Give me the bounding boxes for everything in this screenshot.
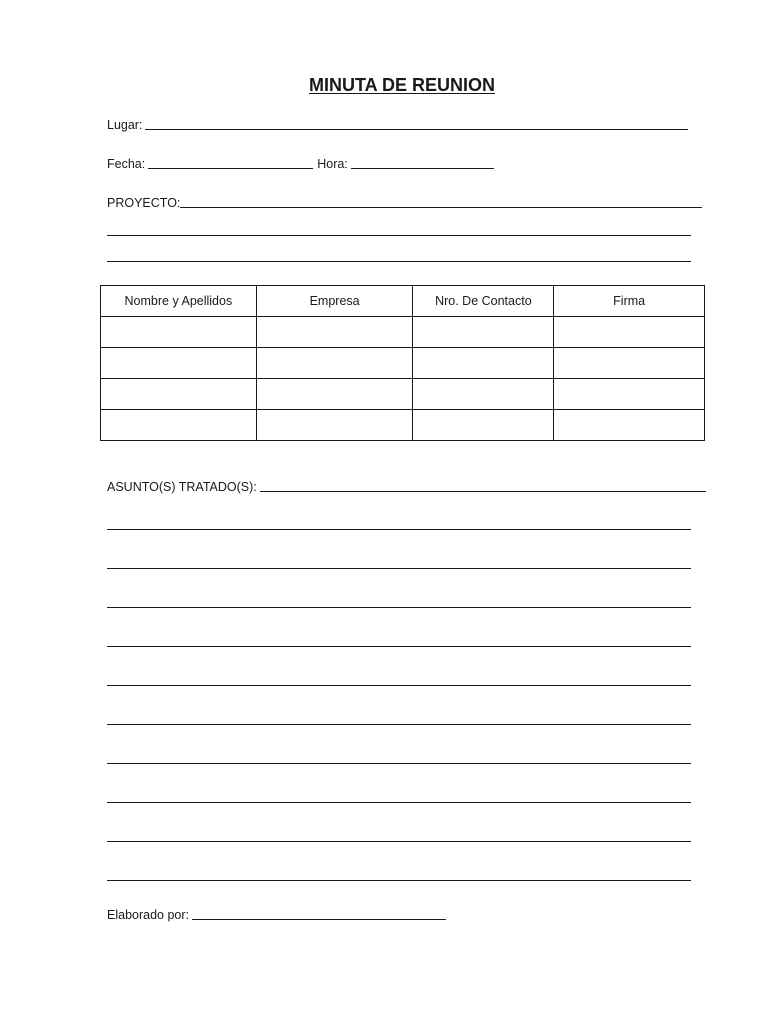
column-header: Firma	[554, 286, 705, 317]
table-cell[interactable]	[554, 410, 705, 441]
proyecto-blank[interactable]	[180, 195, 702, 208]
lugar-row	[107, 116, 688, 132]
elaborado-blank[interactable]	[192, 907, 446, 920]
lugar-blank[interactable]	[145, 117, 688, 130]
proyecto-row	[107, 194, 702, 210]
proyecto-label: PROYECTO:	[107, 196, 181, 210]
table-row	[101, 410, 705, 441]
asunto-line-10[interactable]	[107, 880, 691, 881]
lugar-label: Lugar:	[107, 118, 143, 132]
fecha-hora-row	[107, 155, 494, 171]
proyecto-line-3[interactable]	[107, 261, 691, 262]
table-cell[interactable]	[101, 379, 257, 410]
table-cell[interactable]	[554, 348, 705, 379]
attendance-table	[100, 285, 705, 441]
asunto-row	[107, 478, 706, 494]
column-header: Nro. De Contacto	[413, 286, 554, 317]
asunto-line-4[interactable]	[107, 646, 691, 647]
fecha-label: Fecha:	[107, 157, 146, 171]
asunto-line-2[interactable]	[107, 568, 691, 569]
table-cell[interactable]	[101, 410, 257, 441]
table-row	[101, 379, 705, 410]
table-cell[interactable]	[554, 317, 705, 348]
asunto-line-7[interactable]	[107, 763, 691, 764]
proyecto-line-2[interactable]	[107, 235, 691, 236]
table-cell[interactable]	[554, 379, 705, 410]
elaborado-row	[107, 906, 446, 922]
table-cell[interactable]	[256, 348, 413, 379]
asunto-line-8[interactable]	[107, 802, 691, 803]
table-cell[interactable]	[413, 379, 554, 410]
elaborado-label: Elaborado por:	[107, 908, 190, 922]
table-cell[interactable]	[413, 317, 554, 348]
document-title: MINUTA DE REUNION	[309, 75, 495, 95]
fecha-blank[interactable]	[148, 156, 313, 169]
asunto-line-5[interactable]	[107, 685, 691, 686]
asunto-line-3[interactable]	[107, 607, 691, 608]
table-cell[interactable]	[101, 317, 257, 348]
table-row	[101, 317, 705, 348]
column-header: Empresa	[256, 286, 413, 317]
hora-label: Hora:	[317, 157, 348, 171]
table-cell[interactable]	[413, 410, 554, 441]
asunto-line-6[interactable]	[107, 724, 691, 725]
column-header: Nombre y Apellidos	[101, 286, 257, 317]
asunto-blank[interactable]	[260, 479, 706, 492]
table-row	[101, 348, 705, 379]
asunto-label: ASUNTO(S) TRATADO(S):	[107, 480, 257, 494]
table-cell[interactable]	[413, 348, 554, 379]
asunto-line-9[interactable]	[107, 841, 691, 842]
table-cell[interactable]	[256, 379, 413, 410]
hora-blank[interactable]	[351, 156, 494, 169]
table-cell[interactable]	[101, 348, 257, 379]
table-cell[interactable]	[256, 410, 413, 441]
asunto-line-1[interactable]	[107, 529, 691, 530]
table-header-row	[101, 286, 705, 317]
table-cell[interactable]	[256, 317, 413, 348]
